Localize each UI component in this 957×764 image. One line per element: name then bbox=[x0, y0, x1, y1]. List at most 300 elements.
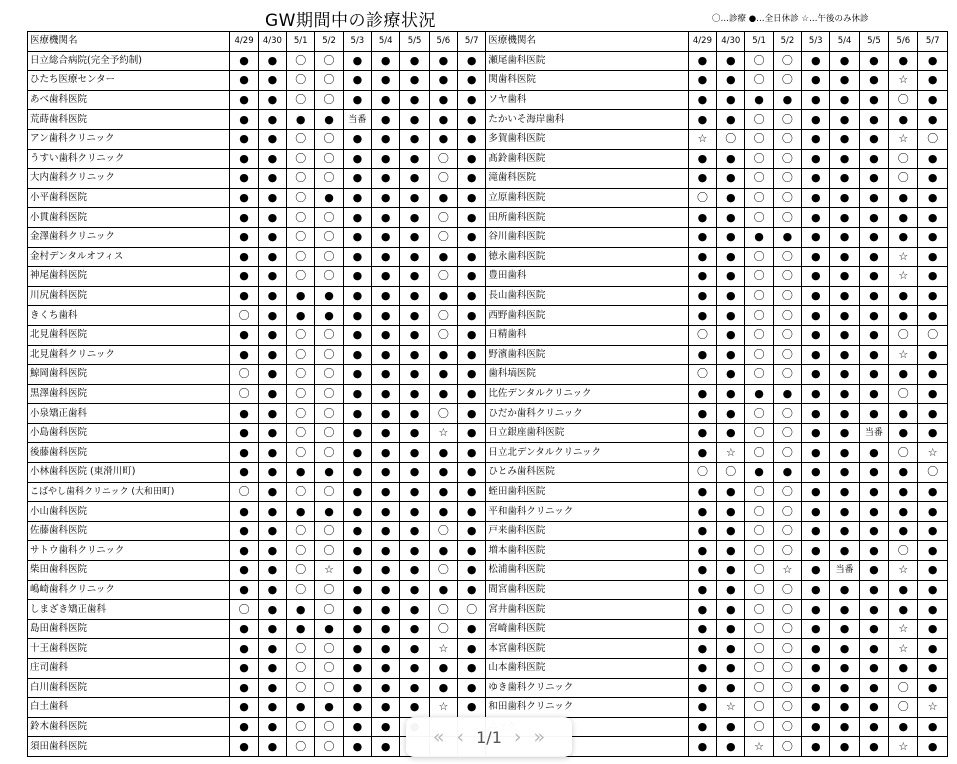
table-row bbox=[28, 502, 948, 522]
status-mark: ● bbox=[889, 188, 918, 208]
status-mark: ● bbox=[688, 502, 716, 522]
table-row bbox=[28, 169, 948, 189]
clinic-name: 小平歯科医院 bbox=[28, 188, 230, 208]
status-mark: ● bbox=[458, 619, 486, 639]
status-mark: ● bbox=[859, 619, 888, 639]
status-mark: ☆ bbox=[773, 561, 801, 581]
status-mark: ☆ bbox=[889, 345, 918, 365]
table-row bbox=[28, 110, 948, 130]
status-mark: ● bbox=[688, 580, 716, 600]
status-mark: ● bbox=[258, 619, 286, 639]
status-mark: ● bbox=[458, 423, 486, 443]
status-mark: ● bbox=[230, 619, 258, 639]
status-mark: 〇 bbox=[717, 129, 745, 149]
schedule-table bbox=[27, 31, 948, 757]
status-mark: ● bbox=[458, 325, 486, 345]
status-mark: ● bbox=[343, 227, 371, 247]
status-mark: ● bbox=[230, 345, 258, 365]
last-page-button[interactable]: » bbox=[533, 726, 546, 748]
clinic-name: あべ歯科医院 bbox=[28, 90, 230, 110]
clinic-name: 比佐デンタルクリニック bbox=[486, 384, 688, 404]
clinic-name: ひだか歯科クリニック bbox=[486, 404, 688, 424]
status-mark: ● bbox=[343, 267, 371, 287]
status-mark: ☆ bbox=[918, 443, 948, 463]
status-mark: ● bbox=[918, 541, 948, 561]
status-mark: 〇 bbox=[315, 443, 343, 463]
status-mark: ● bbox=[918, 227, 948, 247]
status-mark: ● bbox=[802, 737, 830, 757]
clinic-name: 北見歯科クリニック bbox=[28, 345, 230, 365]
status-mark: ● bbox=[830, 325, 859, 345]
clinic-name: 小林歯科医院 (東滑川町) bbox=[28, 463, 230, 483]
status-mark: ● bbox=[343, 208, 371, 228]
status-mark: 〇 bbox=[315, 149, 343, 169]
table-row bbox=[28, 619, 948, 639]
status-mark: ● bbox=[802, 169, 830, 189]
status-mark: ● bbox=[230, 110, 258, 130]
table-row bbox=[28, 639, 948, 659]
status-mark: ● bbox=[400, 129, 429, 149]
clinic-name: 島田歯科医院 bbox=[28, 619, 230, 639]
status-mark: ● bbox=[458, 639, 486, 659]
status-mark: 〇 bbox=[429, 404, 457, 424]
clinic-name: 徳永歯科医院 bbox=[486, 247, 688, 267]
status-mark: 〇 bbox=[773, 580, 801, 600]
status-mark: 〇 bbox=[773, 149, 801, 169]
status-mark: 当番 bbox=[343, 110, 371, 130]
status-mark: ● bbox=[258, 227, 286, 247]
clinic-name: 小貫歯科医院 bbox=[28, 208, 230, 228]
status-mark: ● bbox=[830, 482, 859, 502]
status-mark: ● bbox=[802, 502, 830, 522]
status-mark: ● bbox=[400, 404, 429, 424]
status-mark: ● bbox=[688, 600, 716, 620]
status-mark: ● bbox=[372, 659, 400, 679]
status-mark: ● bbox=[745, 227, 773, 247]
status-mark: ● bbox=[258, 463, 286, 483]
status-mark: ● bbox=[717, 247, 745, 267]
status-mark: 〇 bbox=[287, 482, 315, 502]
status-mark: ● bbox=[230, 129, 258, 149]
clinic-name: 間宮歯科医院 bbox=[486, 580, 688, 600]
status-mark: 〇 bbox=[287, 561, 315, 581]
status-mark: 〇 bbox=[287, 541, 315, 561]
status-mark: ● bbox=[830, 169, 859, 189]
status-mark: ● bbox=[918, 521, 948, 541]
status-mark: ● bbox=[859, 717, 888, 737]
status-mark: ● bbox=[400, 580, 429, 600]
status-mark: ● bbox=[230, 737, 258, 757]
status-mark: 〇 bbox=[745, 247, 773, 267]
clinic-name: 小泉矯正歯科 bbox=[28, 404, 230, 424]
status-mark: 〇 bbox=[773, 423, 801, 443]
table-row bbox=[28, 561, 948, 581]
status-mark: 〇 bbox=[745, 129, 773, 149]
status-mark: ● bbox=[230, 717, 258, 737]
status-mark: ● bbox=[372, 698, 400, 718]
clinic-name: 瀬尾歯科医院 bbox=[486, 51, 688, 71]
status-mark: ● bbox=[458, 541, 486, 561]
status-mark: 〇 bbox=[773, 71, 801, 91]
status-mark: ● bbox=[458, 169, 486, 189]
status-mark: ● bbox=[230, 188, 258, 208]
status-mark: 〇 bbox=[773, 51, 801, 71]
status-mark: 〇 bbox=[287, 129, 315, 149]
status-mark: ● bbox=[830, 110, 859, 130]
table-row bbox=[28, 325, 948, 345]
status-mark: 〇 bbox=[773, 541, 801, 561]
status-mark: 〇 bbox=[889, 678, 918, 698]
status-mark: 〇 bbox=[773, 110, 801, 130]
status-mark: 〇 bbox=[745, 51, 773, 71]
status-mark: ● bbox=[802, 541, 830, 561]
status-mark: 〇 bbox=[773, 247, 801, 267]
status-mark: ● bbox=[859, 482, 888, 502]
clinic-name: 歯科塙医院 bbox=[486, 365, 688, 385]
status-mark: 〇 bbox=[688, 365, 716, 385]
status-mark: ● bbox=[688, 561, 716, 581]
status-mark: ● bbox=[802, 659, 830, 679]
status-mark: ● bbox=[429, 286, 457, 306]
status-mark: ● bbox=[859, 267, 888, 287]
status-mark: ● bbox=[372, 482, 400, 502]
status-mark: 〇 bbox=[745, 502, 773, 522]
status-mark: ● bbox=[802, 404, 830, 424]
status-mark: ● bbox=[258, 600, 286, 620]
status-mark: ● bbox=[230, 71, 258, 91]
table-row bbox=[28, 306, 948, 326]
status-mark: ● bbox=[343, 678, 371, 698]
status-mark: ● bbox=[802, 267, 830, 287]
status-mark: ● bbox=[918, 110, 948, 130]
status-mark: ● bbox=[400, 482, 429, 502]
status-mark: 〇 bbox=[315, 51, 343, 71]
status-mark: ● bbox=[688, 698, 716, 718]
status-mark: ● bbox=[717, 149, 745, 169]
table-row bbox=[28, 71, 948, 91]
status-mark: 〇 bbox=[918, 129, 948, 149]
status-mark: ☆ bbox=[717, 443, 745, 463]
table-row bbox=[28, 129, 948, 149]
table-row bbox=[28, 423, 948, 443]
status-mark: 〇 bbox=[287, 345, 315, 365]
first-page-button[interactable]: « bbox=[432, 726, 445, 748]
status-mark: ● bbox=[343, 365, 371, 385]
status-mark: ● bbox=[400, 600, 429, 620]
status-mark: ● bbox=[429, 541, 457, 561]
status-mark: ● bbox=[372, 463, 400, 483]
status-mark: ● bbox=[258, 365, 286, 385]
clinic-name: 滝歯科医院 bbox=[486, 169, 688, 189]
clinic-name: 宮崎歯科医院 bbox=[486, 619, 688, 639]
status-mark: ● bbox=[802, 384, 830, 404]
status-mark: 〇 bbox=[315, 169, 343, 189]
date-header: 5/5 bbox=[400, 32, 429, 52]
status-mark: ● bbox=[230, 404, 258, 424]
status-mark: ● bbox=[458, 659, 486, 679]
status-mark: ● bbox=[230, 678, 258, 698]
table-row bbox=[28, 345, 948, 365]
status-mark: 当番 bbox=[859, 423, 888, 443]
clinic-name: 白土歯科 bbox=[28, 698, 230, 718]
status-mark: ● bbox=[400, 678, 429, 698]
status-mark: ● bbox=[343, 737, 371, 757]
status-mark: ● bbox=[859, 365, 888, 385]
status-mark: ● bbox=[258, 149, 286, 169]
table-row bbox=[28, 600, 948, 620]
status-mark: 〇 bbox=[230, 365, 258, 385]
status-mark: ● bbox=[802, 149, 830, 169]
status-mark: ● bbox=[372, 639, 400, 659]
status-mark: ● bbox=[230, 659, 258, 679]
status-mark: ● bbox=[458, 227, 486, 247]
status-mark: ● bbox=[830, 502, 859, 522]
status-mark: ● bbox=[830, 521, 859, 541]
status-mark: ● bbox=[918, 737, 948, 757]
status-mark: ● bbox=[400, 71, 429, 91]
status-mark: ● bbox=[343, 129, 371, 149]
page-navigation bbox=[406, 717, 572, 757]
table-row bbox=[28, 541, 948, 561]
status-mark: ● bbox=[372, 208, 400, 228]
table-row bbox=[28, 659, 948, 679]
status-mark: ● bbox=[343, 51, 371, 71]
status-mark: ● bbox=[372, 247, 400, 267]
clinic-name: 佐藤歯科医院 bbox=[28, 521, 230, 541]
status-mark: 〇 bbox=[889, 149, 918, 169]
status-mark: ● bbox=[830, 247, 859, 267]
status-mark: 〇 bbox=[287, 247, 315, 267]
status-mark: 〇 bbox=[745, 639, 773, 659]
status-mark: ● bbox=[287, 698, 315, 718]
table-row bbox=[28, 208, 948, 228]
table-header-row bbox=[28, 32, 948, 52]
status-mark: ● bbox=[717, 737, 745, 757]
status-mark: ● bbox=[889, 306, 918, 326]
status-mark: ☆ bbox=[889, 247, 918, 267]
status-mark: ● bbox=[400, 443, 429, 463]
status-mark: ● bbox=[230, 51, 258, 71]
clinic-name: 和田歯科クリニック bbox=[486, 698, 688, 718]
status-mark: 〇 bbox=[745, 365, 773, 385]
status-mark: ● bbox=[918, 561, 948, 581]
status-mark: ● bbox=[717, 639, 745, 659]
status-mark: ● bbox=[258, 110, 286, 130]
status-mark: ● bbox=[400, 384, 429, 404]
status-mark: ☆ bbox=[918, 698, 948, 718]
status-mark: ● bbox=[802, 345, 830, 365]
status-mark: 〇 bbox=[773, 325, 801, 345]
status-mark: ● bbox=[918, 71, 948, 91]
status-mark: ● bbox=[918, 600, 948, 620]
status-mark: ● bbox=[372, 384, 400, 404]
status-mark: ● bbox=[918, 678, 948, 698]
status-mark: ● bbox=[458, 678, 486, 698]
status-mark: ● bbox=[918, 90, 948, 110]
status-mark: ● bbox=[400, 698, 429, 718]
clinic-name: 本宮歯科医院 bbox=[486, 639, 688, 659]
status-mark: ● bbox=[688, 384, 716, 404]
status-mark: ● bbox=[688, 71, 716, 91]
status-mark: ● bbox=[688, 227, 716, 247]
status-mark: 〇 bbox=[745, 306, 773, 326]
status-mark: ● bbox=[717, 227, 745, 247]
status-mark: ● bbox=[688, 90, 716, 110]
status-mark: ● bbox=[918, 659, 948, 679]
status-mark: ● bbox=[859, 51, 888, 71]
status-mark: ● bbox=[230, 325, 258, 345]
clinic-name: 大内歯科クリニック bbox=[28, 169, 230, 189]
status-mark: ● bbox=[859, 110, 888, 130]
clinic-name: 金村デンタルオフィス bbox=[28, 247, 230, 267]
status-mark: ● bbox=[287, 619, 315, 639]
status-mark: ● bbox=[458, 561, 486, 581]
status-mark: ● bbox=[688, 169, 716, 189]
status-mark: ● bbox=[343, 90, 371, 110]
status-mark: ● bbox=[429, 443, 457, 463]
status-mark: ● bbox=[802, 110, 830, 130]
clinic-name: 豊田歯科 bbox=[486, 267, 688, 287]
status-mark: 〇 bbox=[287, 639, 315, 659]
status-mark: ● bbox=[343, 463, 371, 483]
status-mark: ● bbox=[830, 463, 859, 483]
status-mark: ● bbox=[859, 737, 888, 757]
date-header: 5/1 bbox=[287, 32, 315, 52]
status-mark: 〇 bbox=[287, 521, 315, 541]
status-mark: ● bbox=[773, 463, 801, 483]
status-mark: ● bbox=[429, 384, 457, 404]
status-mark: ● bbox=[287, 600, 315, 620]
status-mark: ● bbox=[315, 463, 343, 483]
status-mark: ● bbox=[688, 267, 716, 287]
status-mark: 〇 bbox=[773, 717, 801, 737]
status-mark: ● bbox=[802, 51, 830, 71]
status-mark: 〇 bbox=[315, 208, 343, 228]
status-mark: ● bbox=[859, 71, 888, 91]
status-mark: ● bbox=[258, 482, 286, 502]
previous-page-button[interactable]: ‹ bbox=[456, 726, 465, 748]
status-mark: ● bbox=[458, 110, 486, 130]
status-mark: ● bbox=[343, 188, 371, 208]
status-mark: 〇 bbox=[287, 443, 315, 463]
status-mark: ● bbox=[230, 580, 258, 600]
status-mark: ● bbox=[400, 110, 429, 130]
status-mark: ● bbox=[343, 345, 371, 365]
status-mark: ● bbox=[717, 365, 745, 385]
status-mark: 〇 bbox=[773, 678, 801, 698]
status-mark: ● bbox=[859, 404, 888, 424]
status-mark: ● bbox=[258, 659, 286, 679]
status-mark: 〇 bbox=[429, 561, 457, 581]
clinic-name: 庄司歯科 bbox=[28, 659, 230, 679]
status-mark: ● bbox=[802, 717, 830, 737]
status-mark: ● bbox=[688, 423, 716, 443]
status-mark: ● bbox=[717, 561, 745, 581]
status-mark: ● bbox=[258, 698, 286, 718]
status-mark: ● bbox=[458, 482, 486, 502]
status-mark: 〇 bbox=[773, 286, 801, 306]
status-mark: ● bbox=[802, 227, 830, 247]
status-mark: 〇 bbox=[287, 737, 315, 757]
status-mark: 〇 bbox=[315, 129, 343, 149]
status-mark: 〇 bbox=[315, 384, 343, 404]
status-mark: ● bbox=[918, 580, 948, 600]
table-row bbox=[28, 51, 948, 71]
status-mark: ● bbox=[458, 149, 486, 169]
status-mark: ● bbox=[230, 247, 258, 267]
status-mark: 〇 bbox=[773, 482, 801, 502]
status-mark: ● bbox=[429, 345, 457, 365]
status-mark: ● bbox=[372, 169, 400, 189]
status-mark: ● bbox=[372, 600, 400, 620]
status-mark: ● bbox=[258, 541, 286, 561]
status-mark: ● bbox=[343, 698, 371, 718]
status-mark: 〇 bbox=[773, 698, 801, 718]
clinic-name: 荒蒔歯科医院 bbox=[28, 110, 230, 130]
status-mark: ● bbox=[802, 678, 830, 698]
clinic-name: きくち歯科 bbox=[28, 306, 230, 326]
next-page-button[interactable]: › bbox=[513, 726, 522, 748]
status-mark: ● bbox=[830, 90, 859, 110]
status-mark: ● bbox=[372, 71, 400, 91]
status-mark: ● bbox=[230, 286, 258, 306]
status-mark: ● bbox=[230, 169, 258, 189]
status-mark: ● bbox=[315, 619, 343, 639]
status-mark: 〇 bbox=[429, 306, 457, 326]
table-row bbox=[28, 521, 948, 541]
status-mark: ● bbox=[372, 619, 400, 639]
status-mark: ● bbox=[458, 365, 486, 385]
status-mark: 〇 bbox=[315, 678, 343, 698]
date-header: 4/29 bbox=[230, 32, 258, 52]
status-mark: ● bbox=[343, 482, 371, 502]
status-mark: 〇 bbox=[889, 90, 918, 110]
status-mark: ● bbox=[372, 678, 400, 698]
status-mark: ● bbox=[717, 580, 745, 600]
status-mark: 〇 bbox=[315, 717, 343, 737]
status-mark: ● bbox=[429, 580, 457, 600]
status-mark: 〇 bbox=[315, 267, 343, 287]
status-mark: ● bbox=[372, 325, 400, 345]
status-mark: ● bbox=[258, 188, 286, 208]
status-mark: ● bbox=[688, 737, 716, 757]
status-mark: ● bbox=[343, 325, 371, 345]
status-mark: ● bbox=[889, 365, 918, 385]
status-mark: 〇 bbox=[745, 600, 773, 620]
date-header: 5/2 bbox=[315, 32, 343, 52]
status-mark: ● bbox=[458, 90, 486, 110]
status-mark: ● bbox=[802, 129, 830, 149]
status-mark: 〇 bbox=[773, 521, 801, 541]
status-mark: 〇 bbox=[429, 267, 457, 287]
status-mark: ● bbox=[859, 659, 888, 679]
status-mark: ● bbox=[802, 71, 830, 91]
status-mark: ● bbox=[802, 580, 830, 600]
status-mark: 〇 bbox=[287, 580, 315, 600]
status-mark: ● bbox=[830, 267, 859, 287]
status-mark: 〇 bbox=[230, 600, 258, 620]
status-mark: 〇 bbox=[315, 365, 343, 385]
status-mark: ● bbox=[458, 51, 486, 71]
status-mark: ● bbox=[258, 267, 286, 287]
clinic-name: 平和歯科クリニック bbox=[486, 502, 688, 522]
status-mark: ● bbox=[918, 306, 948, 326]
status-mark: ● bbox=[918, 188, 948, 208]
status-mark: 〇 bbox=[315, 639, 343, 659]
status-mark: ● bbox=[802, 286, 830, 306]
status-mark: ● bbox=[258, 404, 286, 424]
date-header: 5/3 bbox=[343, 32, 371, 52]
